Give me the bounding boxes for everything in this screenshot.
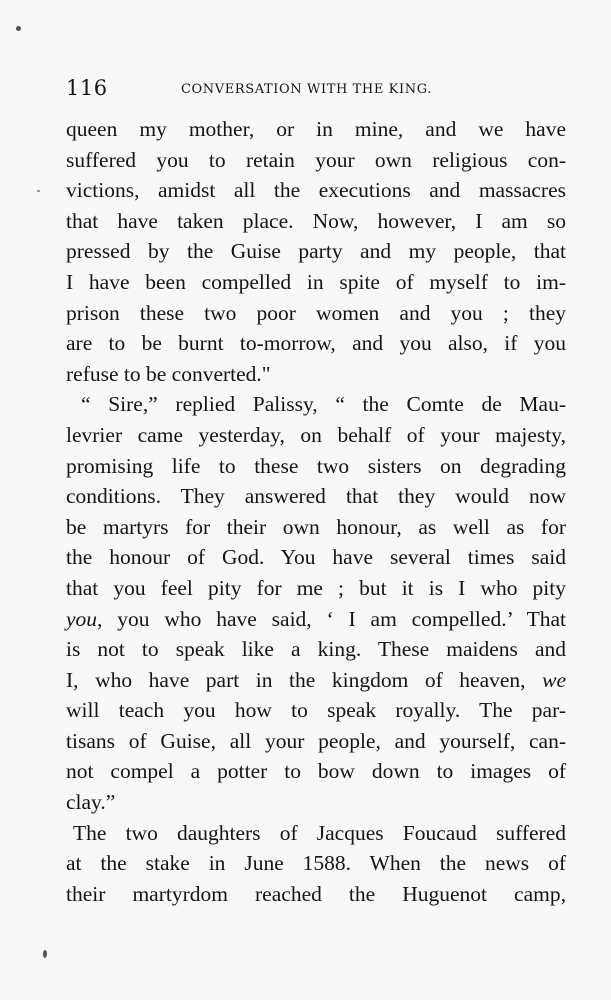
text-line: tisans of Guise, all your people, and yourself, can- [66,728,566,753]
text-line: victions, amidst all the executions and massacres [66,178,566,203]
text-line: queen my mother, or in mine, and we have [66,117,566,141]
text-line: “ Sire,” replied Palissy, “ the Comte de Mau- [81,392,566,417]
text-line-italic-we: I, who have part in the kingdom of heaven, we [66,667,566,692]
text-line: prison these two poor women and you ; they [66,300,566,325]
text-line: The two daughters of Jacques Foucaud suffered [73,820,566,845]
text-line: promising life to these two sisters on degrading [66,453,566,478]
text-line: levrier came yesterday, on behalf of your majesty, [66,422,566,447]
text-line: suffered you to retain your own religious con- [66,147,566,172]
page-header [66,76,558,102]
paragraph [66,818,566,910]
text-line: conditions. They answered that they would now [66,484,566,509]
text-line: their martyrdom reached the Huguenot camp, [66,881,566,906]
text-line: clay.” [66,790,116,815]
text-line: at the stake in June 1588. When the news of [66,851,566,876]
paragraph [66,389,566,817]
text-line: will teach you how to speak royally. The par- [66,698,566,723]
text-line: pressed by the Guise party and my people, that [66,239,566,264]
paragraph [66,114,566,389]
italic-word: we [542,667,566,692]
text-line: that you feel pity for me ; but it is I who pity [66,575,566,600]
scan-speck [37,190,40,192]
text-line: not compel a potter to bow down to images of [66,759,566,784]
body-text [66,114,566,909]
text-line: are to be burnt to-morrow, and you also, if you [66,331,566,356]
running-title: CONVERSATION WITH THE KING. [181,82,432,97]
text-line: refuse to be converted." [66,361,271,386]
text-line: I have been compelled in spite of myself to im- [66,269,566,294]
text-line: the honour of God. You have several times said [66,545,566,570]
italic-word: you [66,606,98,631]
text-line: that have taken place. Now, however, I am so [66,208,566,233]
text-line: be martyrs for their own honour, as well as for [66,514,566,539]
text-line: is not to speak like a king. These maidens and [66,637,566,662]
page-number: 116 [66,76,108,100]
scan-speck [16,26,21,31]
scan-speck [43,950,47,958]
text-line-italic-you: you, you who have said, ‘ I am compelled.’ That [66,606,566,631]
